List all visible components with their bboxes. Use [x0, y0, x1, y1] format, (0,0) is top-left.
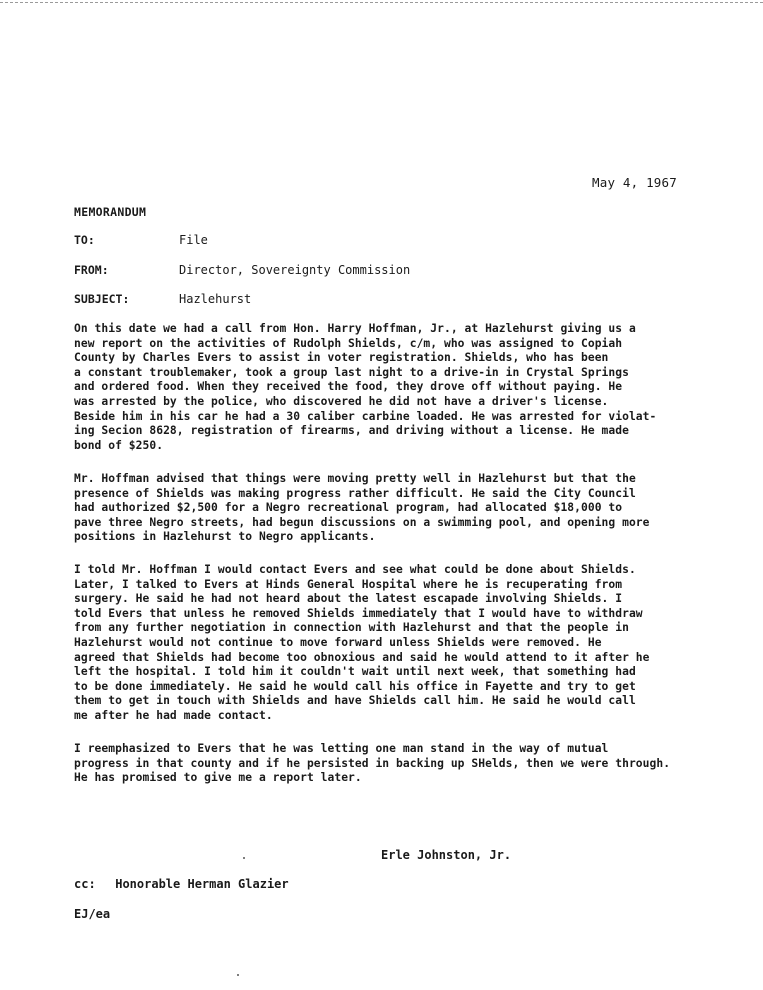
from-label: FROM: [74, 263, 109, 277]
scan-speck [243, 857, 245, 859]
from-value: Director, Sovereignty Commission [179, 263, 411, 277]
body-paragraph-4: I reemphasized to Evers that he was letting one man stand in the way of mutual progress in that county and if he persisted in backing up SHelds, then we were through. He has promised to give me a report later. [74, 742, 671, 785]
memo-title: MEMORANDUM [74, 205, 147, 219]
cc-recipient: Honorable Herman Glazier [115, 877, 289, 891]
scan-edge-line [0, 2, 763, 3]
body-paragraph-3: I told Mr. Hoffman I would contact Evers and see what could be done about Shields. Later, I talked to Evers at Hinds General Hospital where he is recuperating from surgery. He said he had not heard about the latest escapade involving Shields. I told Evers that unless he removed Shields immediately that I would have to withdraw from any further negotiation in connection with Hazlehurst and that the people in Hazlehurst would not continue to move forward unless Shields were removed. He agreed that Shields had become too obnoxious and said he would attend to it after he left the hospital. I told him it couldn't wait until next week, that something had to be done immediately. He said he would call his office in Fayette and try to get them to get in touch with Shields and have Shields call him. He said he would call me after he had made contact. [74, 563, 650, 722]
memo-date: May 4, 1967 [592, 175, 677, 190]
subject-label: SUBJECT: [74, 292, 130, 306]
body-paragraph-2: Mr. Hoffman advised that things were moving pretty well in Hazlehurst but that the presence of Shields was making progress rather difficult. He said the City Council had authorized $2,500 for a Negro recreational program, had allocated $18,000 to pave three Negro streets, had begun discussions on a swimming pool, and opening more positions in Hazlehurst to Negro applicants. [74, 472, 650, 544]
to-value: File [179, 233, 208, 247]
scan-speck [237, 974, 239, 976]
typist-initials: EJ/ea [74, 907, 111, 921]
signature: Erle Johnston, Jr. [381, 848, 512, 862]
body-paragraph-1: On this date we had a call from Hon. Harry Hoffman, Jr., at Hazlehurst giving us a new report on the activities of Rudolph Shields, c/m, who was assigned to Copiah County by Charles Evers to assist in voter registration. Shields, who has been a constant troublemaker, took a group last night to a drive-in in Crystal Springs and ordered food. When they received the food, they drove off without paying. He was arrested by the police, who discovered he did not have a driver's license. Beside him in his car he had a 30 caliber carbine loaded. He was arrested for violat- ing Secion 8628, registration of firearms, and driving without a license. He made bond of $250. [74, 322, 657, 452]
to-label: TO: [74, 233, 95, 247]
cc-label: cc: [74, 877, 96, 891]
cc-line [74, 877, 289, 891]
subject-value: Hazlehurst [179, 292, 252, 306]
